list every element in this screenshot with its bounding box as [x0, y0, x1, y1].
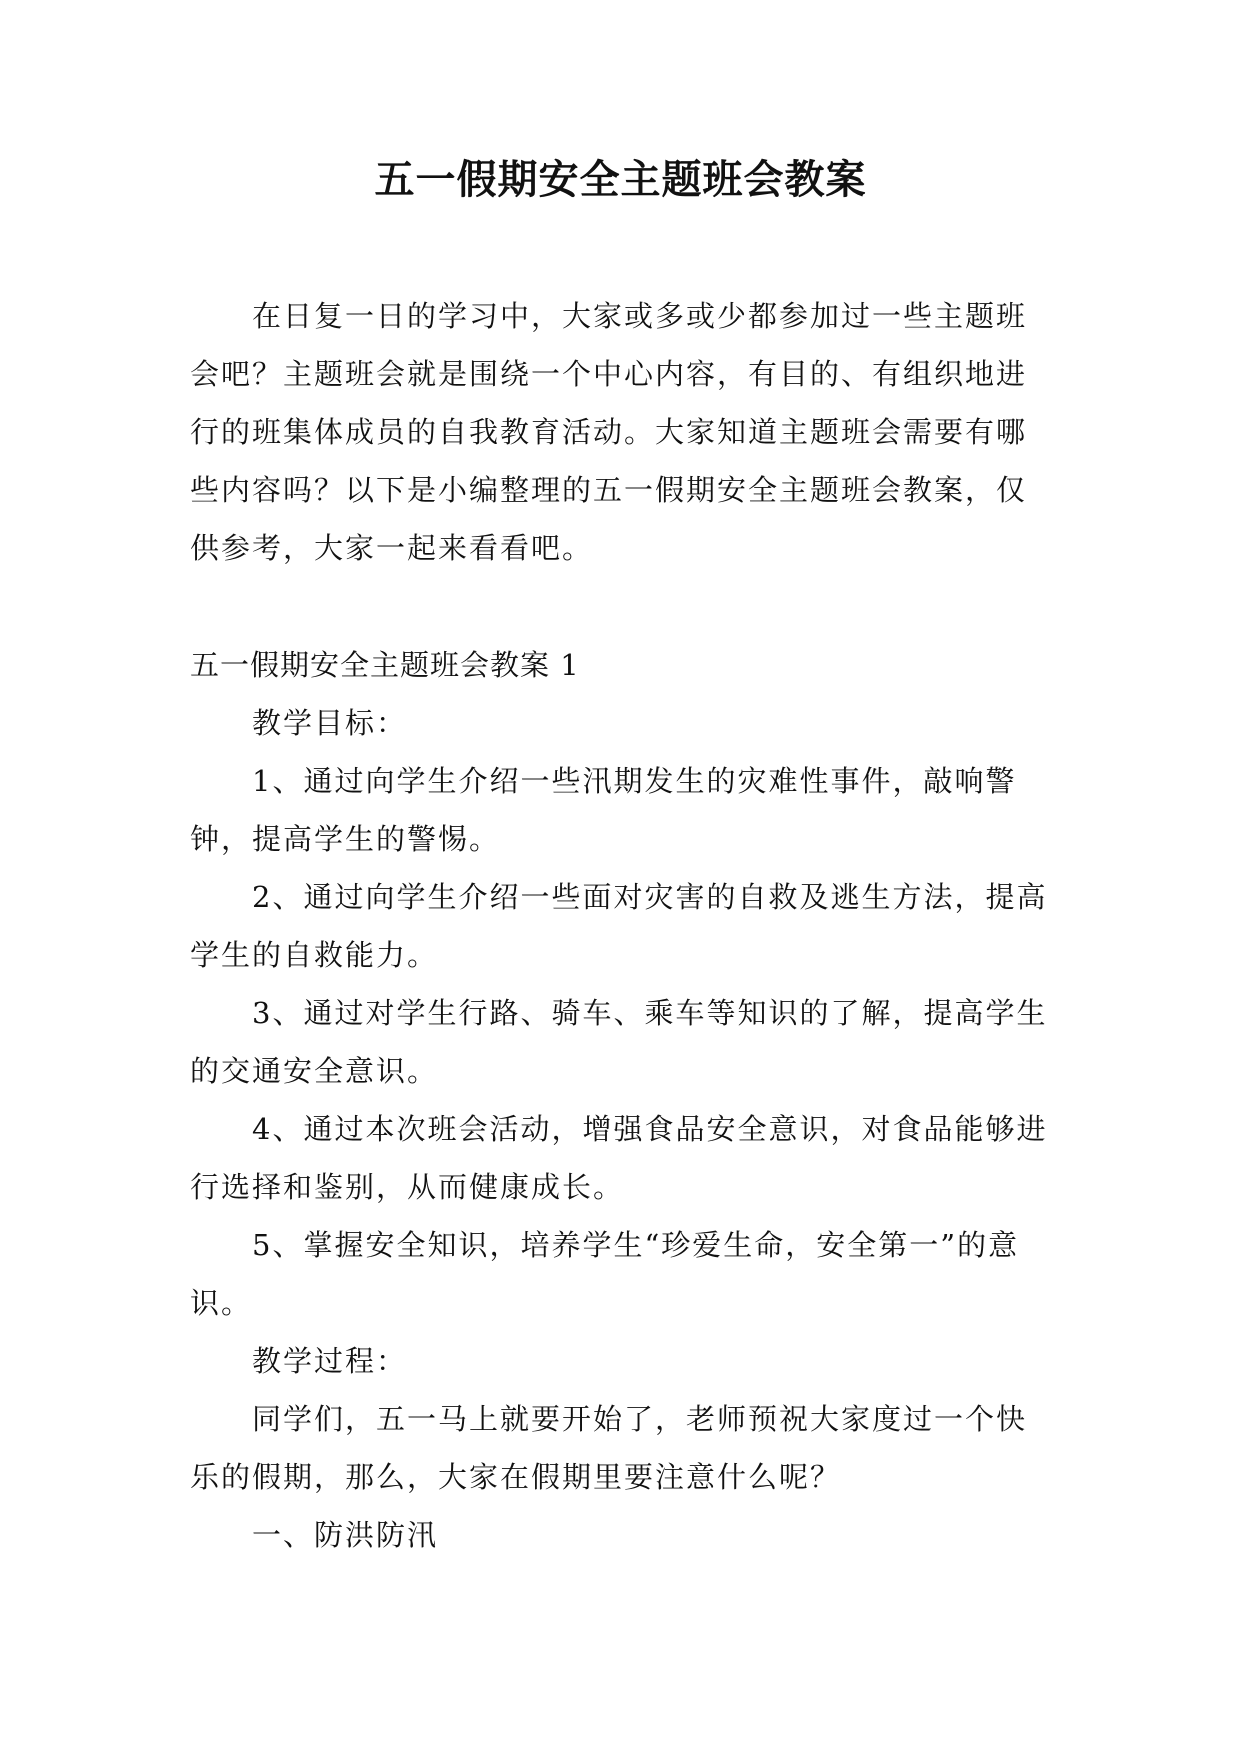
- part-one-heading: 一、防洪防汛: [252, 1518, 439, 1552]
- process-label: 教学过程：: [252, 1344, 408, 1378]
- goal-item: 5、掌握安全知识，培养学生“珍爱生命，安全第一”的意识。: [190, 1228, 1020, 1320]
- lesson-plan-section: [190, 636, 1050, 1564]
- process-intro: 同学们，五一马上就要开始了，老师预祝大家度过一个快乐的假期，那么，大家在假期里要注意什么呢？: [190, 1402, 1028, 1494]
- document-title: 五一假期安全主题班会教案: [374, 157, 867, 203]
- intro-paragraph: 在日复一日的学习中，大家或多或少都参加过一些主题班会吧？主题班会就是围绕一个中心内容，有目的、有组织地进行的班集体成员的自我教育活动。大家知道主题班会需要有哪些内容吗？以下是小编整理的五一假期安全主题班会教案，仅供参考，大家一起来看看吧。: [190, 299, 1028, 565]
- goal-item: 2、通过向学生介绍一些面对灾害的自救及逃生方法，提高学生的自救能力。: [190, 880, 1048, 972]
- section-heading: 五一假期安全主题班会教案 1: [190, 648, 580, 682]
- goal-item: 3、通过对学生行路、骑车、乘车等知识的了解，提高学生的交通安全意识。: [190, 996, 1048, 1088]
- goals-label: 教学目标：: [252, 706, 408, 740]
- goal-item: 1、通过向学生介绍一些汛期发生的灾难性事件，敲响警钟，提高学生的警惕。: [190, 764, 1017, 856]
- goal-item: 4、通过本次班会活动，增强食品安全意识，对食品能够进行选择和鉴别，从而健康成长。: [190, 1112, 1048, 1204]
